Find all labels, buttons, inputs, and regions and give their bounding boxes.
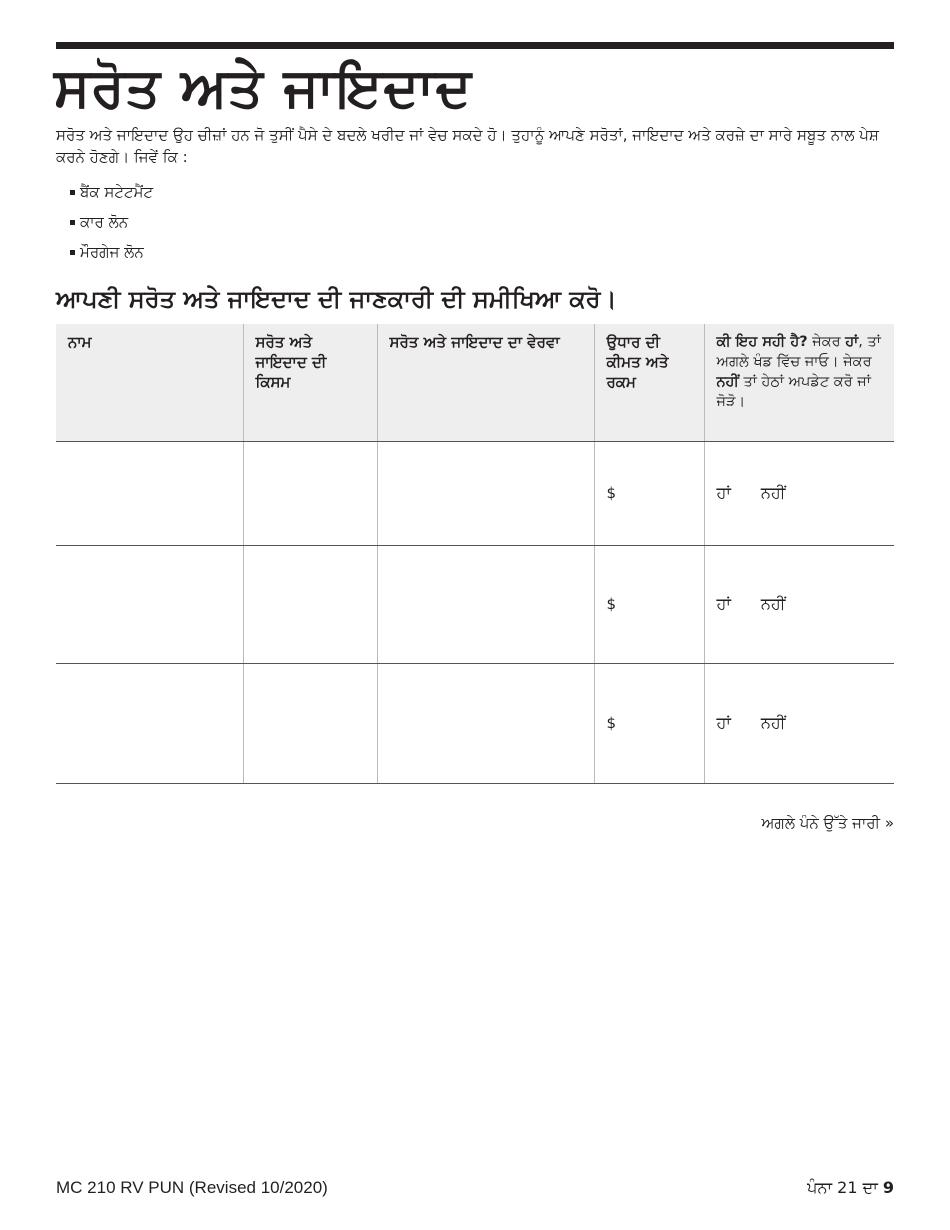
col-header-correct: ਕੀ ਇਹ ਸਹੀ ਹੈ? ਜੇਕਰ ਹਾਂ, ਤਾਂ ਅਗਲੇ ਖੰਡ ਵਿੱਚ ਜਾਓ। ਜੇਕਰ ਨਹੀਂ ਤਾਂ ਹੇਠਾਂ ਅਪਡੇਟ ਕਰੋ ਜਾਂ ਜੋੜੋ। [704,324,894,441]
currency-symbol: $ [606,484,617,502]
description-cell[interactable] [377,663,594,783]
table-row [56,441,894,545]
yes-option[interactable]: ਹਾਂ [716,483,731,502]
bullet-icon [70,250,75,255]
intro-text: ਸਰੋਤ ਅਤੇ ਜਾਇਦਾਦ ਉਹ ਚੀਜ਼ਾਂ ਹਨ ਜੋ ਤੁਸੀਂ ਪੈਸੇ ਦੇ ਬਦਲੇ ਖਰੀਦ ਜਾਂ ਵੇਚ ਸਕਦੇ ਹੋ। ਤੁਹਾਨੂੰ ਆਪਣੇ ਸਰੋਤਾਂ, ਜਾਇਦਾਦ ਅਤੇ ਕਰਜ਼ੇ ਦਾ ਸਾਰੇ ਸਬੂਤ ਨਾਲ ਪੇਸ਼ ਕਰਨੇ ਹੋਣਗੇ। ਜਿਵੇਂ ਕਿ : [56,126,879,166]
col-header-type: ਸਰੋਤ ਅਤੇ ਜਾਇਦਾਦ ਦੀ ਕਿਸਮ [243,324,377,441]
section-heading: ਆਪਣੀ ਸਰੋਤ ਅਤੇ ਜਾਇਦਾਦ ਦੀ ਜਾਣਕਾਰੀ ਦੀ ਸਮੀਖਿਆ ਕਰੋ। [56,285,617,313]
continued-note: ਅਗਲੇ ਪੰਨੇ ਉੱਤੇ ਜਾਰੀ » [761,814,894,832]
yes-option[interactable]: ਹਾਂ [716,594,731,613]
bullet-icon [70,220,75,225]
page-title: ਸਰੋਤ ਅਤੇ ਜਾਇਦਾਦ [54,56,473,119]
correct-cell [704,663,894,783]
table-header-row [56,324,894,441]
top-rule [56,42,894,49]
yes-option[interactable]: ਹਾਂ [716,713,731,732]
examples-list [70,180,153,270]
type-cell[interactable] [243,441,377,545]
name-cell[interactable] [56,663,243,783]
no-option[interactable]: ਨਹੀਂ [760,713,786,732]
amount-cell[interactable] [594,663,704,783]
description-cell[interactable] [377,545,594,663]
name-cell[interactable] [56,545,243,663]
correct-cell [704,441,894,545]
type-cell[interactable] [243,545,377,663]
correct-cell [704,545,894,663]
col-header-name: ਨਾਮ [56,324,243,441]
type-cell[interactable] [243,663,377,783]
no-option[interactable]: ਨਹੀਂ [760,594,786,613]
currency-symbol: $ [606,595,617,613]
page-number: ਪੰਨਾ 21 ਦਾ 9 [807,1178,894,1197]
bullet-icon [70,190,75,195]
list-item: ਬੈਂਕ ਸਟੇਟਮੈਂਟ [70,180,153,210]
currency-symbol: $ [606,714,617,732]
list-item: ਮੌਰਗੇਜ ਲੋਨ [70,240,153,270]
assets-review-table [56,324,894,784]
description-cell[interactable] [377,441,594,545]
form-id: MC 210 RV PUN (Revised 10/2020) [56,1178,328,1197]
list-item: ਕਾਰ ਲੋਨ [70,210,153,240]
name-cell[interactable] [56,441,243,545]
amount-cell[interactable] [594,545,704,663]
col-header-description: ਸਰੋਤ ਅਤੇ ਜਾਇਦਾਦ ਦਾ ਵੇਰਵਾ [377,324,594,441]
col-header-amount: ਉਧਾਰ ਦੀ ਕੀਮਤ ਅਤੇ ਰਕਮ [594,324,704,441]
table-row [56,545,894,663]
no-option[interactable]: ਨਹੀਂ [760,483,786,502]
amount-cell[interactable] [594,441,704,545]
table-row [56,663,894,783]
